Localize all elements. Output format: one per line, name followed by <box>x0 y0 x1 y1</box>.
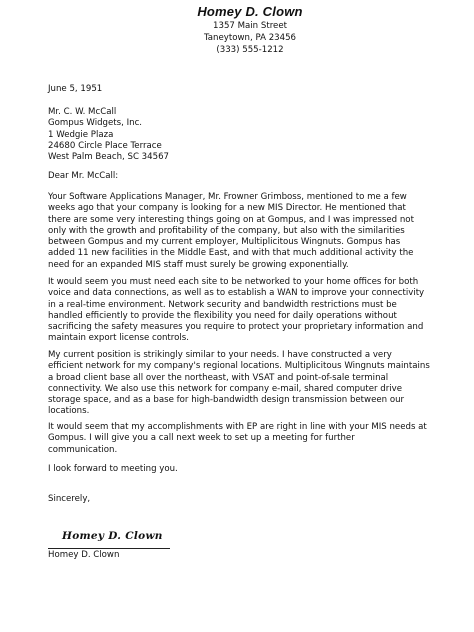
paragraph-line: Gompus. I will give you a call next week to set up a meeting for further <box>48 433 355 444</box>
paragraph-line: sacrificing the safety measures you require to protect your proprietary information and <box>48 322 424 333</box>
paragraph-line: need for an expanded MIS staff must surely be growing exponentially. <box>48 259 349 270</box>
paragraph-3 <box>48 350 466 418</box>
paragraph-line: in a real-time environment. Network security and bandwidth restrictions must be <box>48 299 397 310</box>
paragraph-line: connectivity. We also use this network for company e-mail, shared computer drive <box>48 383 403 394</box>
letterhead-phone: (333) 555-1212 <box>216 45 284 55</box>
recipient-address <box>48 107 466 163</box>
paragraph-4 <box>48 422 466 456</box>
letterhead-street: 1357 Main Street <box>213 21 287 31</box>
salutation: Dear Mr. McCall: <box>48 171 119 181</box>
recipient-line: 1 Wedgie Plaza <box>48 129 114 140</box>
signature-line <box>48 548 170 549</box>
recipient-line: Gompus Widgets, Inc. <box>48 118 143 129</box>
paragraph-2 <box>48 277 466 345</box>
recipient-line: 24680 Circle Place Terrace <box>48 140 162 151</box>
paragraph-line: between Gompus and my current employer, Multiplicitous Wingnuts. Gompus has <box>48 237 401 248</box>
recipient-line: Mr. C. W. McCall <box>48 107 117 117</box>
recipient-line: West Palm Beach, SC 34567 <box>48 152 170 163</box>
letter-date: June 5, 1951 <box>48 84 103 94</box>
paragraph-line: a broad client base all over the northeast, with VSAT and point-of-sale terminal <box>48 372 389 383</box>
paragraph-line: efficient network for my company's regional locations. Multiplicitous Wingnuts maintains <box>48 361 430 372</box>
paragraph-line: maintain export license controls. <box>48 333 189 344</box>
paragraph-line: weeks ago that your company is looking for a new MIS Director. He mentioned that <box>48 203 406 214</box>
paragraph-line: It would seem you must need each site to be networked to your home offices for both <box>48 277 419 287</box>
paragraph-5 <box>48 464 466 475</box>
letterhead <box>150 4 350 56</box>
paragraph-line: voice and data connections, as well as to establish a WAN to improve your connectivity <box>48 288 425 299</box>
paragraph-line: Your Software Applications Manager, Mr. Frowner Grimboss, mentioned to me a few <box>48 192 407 202</box>
paragraph-line: I look forward to meeting you. <box>48 464 178 474</box>
paragraph-line: only with the growth and profitability of the company, but also with the similarities <box>48 225 405 236</box>
letterhead-city-state-zip: Taneytown, PA 23456 <box>203 33 297 43</box>
paragraph-line: there are some very interesting things going on at Gompus, and I was impressed not <box>48 214 414 225</box>
paragraph-line: My current position is strikingly similar to your needs. I have constructed a very <box>48 350 392 360</box>
signer-name: Homey D. Clown <box>48 550 120 560</box>
paragraph-line: handled efficiently to provide the flexibility you need for daily operations without <box>48 310 397 321</box>
paragraph-line: communication. <box>48 444 118 455</box>
paragraph-line: storage space, and as a base for high-bandwidth design transmission between our <box>48 395 405 406</box>
closing: Sincerely, <box>48 494 91 504</box>
handwritten-signature: Homey D. Clown <box>62 530 163 542</box>
paragraph-line: locations. <box>48 406 90 417</box>
paragraph-line: It would seem that my accomplishments with EP are right in line with your MIS needs at <box>48 422 427 432</box>
letterhead-name: Homey D. Clown <box>197 4 303 19</box>
paragraph-1 <box>48 192 466 271</box>
paragraph-line: added 11 new facilities in the Middle East, and with that much additional activity the <box>48 248 414 259</box>
